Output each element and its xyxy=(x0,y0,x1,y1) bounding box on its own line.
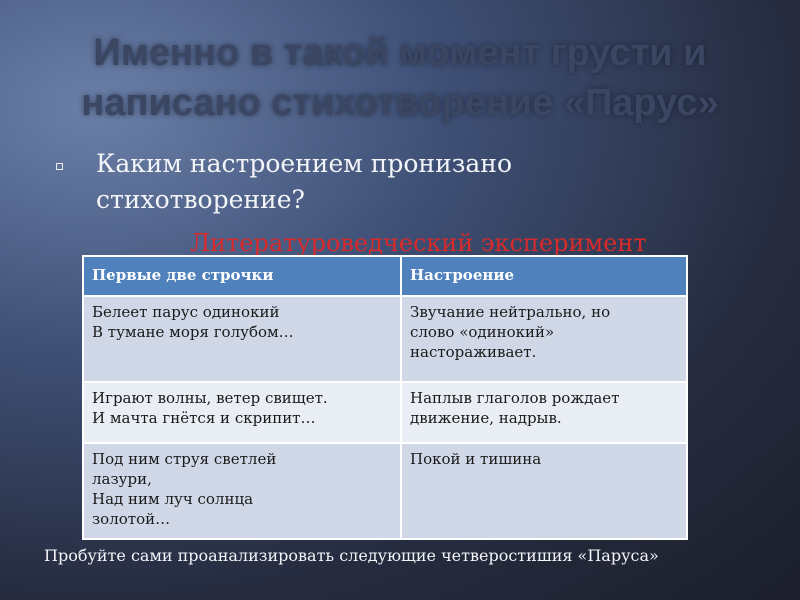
header-cell-lines: Первые две строчки xyxy=(83,256,401,296)
table-row xyxy=(83,296,687,382)
cell-line: Наплыв глаголов рождает xyxy=(410,389,620,407)
cell-line: золотой… xyxy=(92,510,171,528)
question-line-1: Каким настроением пронизано xyxy=(96,149,512,178)
table-cell-lines xyxy=(83,443,401,539)
subheading: Литературоведческий эксперимент xyxy=(190,229,647,256)
slide-title-line-2: написано стихотворение «Парус» xyxy=(81,82,719,124)
cell-line: лазури, xyxy=(92,470,152,488)
cell-line: Белеет парус одинокий xyxy=(92,303,280,321)
cell-line: Звучание нейтрально, но xyxy=(410,303,611,321)
cell-line: слово «одинокий» xyxy=(410,323,555,341)
table-cell-mood xyxy=(401,382,687,443)
table-cell-lines xyxy=(83,296,401,382)
cell-line: настораживает. xyxy=(410,343,537,361)
cell-line: И мачта гнётся и скрипит… xyxy=(92,409,316,427)
header-cell-mood: Настроение xyxy=(401,256,687,296)
table-row xyxy=(83,443,687,539)
cell-line: Играют волны, ветер свищет. xyxy=(92,389,328,407)
cell-line: движение, надрыв. xyxy=(410,409,562,427)
slide-title-line-1: Именно в такой момент грусти и xyxy=(93,32,707,74)
cell-line: Над ним луч солнца xyxy=(92,490,254,508)
cell-line: В тумане моря голубом… xyxy=(92,323,294,341)
bullet-square-icon xyxy=(56,163,63,170)
analysis-table xyxy=(82,255,688,540)
table-cell-mood xyxy=(401,296,687,382)
table-cell-lines xyxy=(83,382,401,443)
slide-title xyxy=(40,28,760,128)
table-header-row xyxy=(83,256,687,296)
question-text xyxy=(96,146,656,218)
footer-instruction: Пробуйте сами проанализировать следующие четверостишия «Паруса» xyxy=(44,546,659,565)
cell-line: Покой и тишина xyxy=(410,450,542,468)
table-cell-mood xyxy=(401,443,687,539)
cell-line: Под ним струя светлей xyxy=(92,450,277,468)
question-line-2: стихотворение? xyxy=(96,185,305,214)
table-row xyxy=(83,382,687,443)
